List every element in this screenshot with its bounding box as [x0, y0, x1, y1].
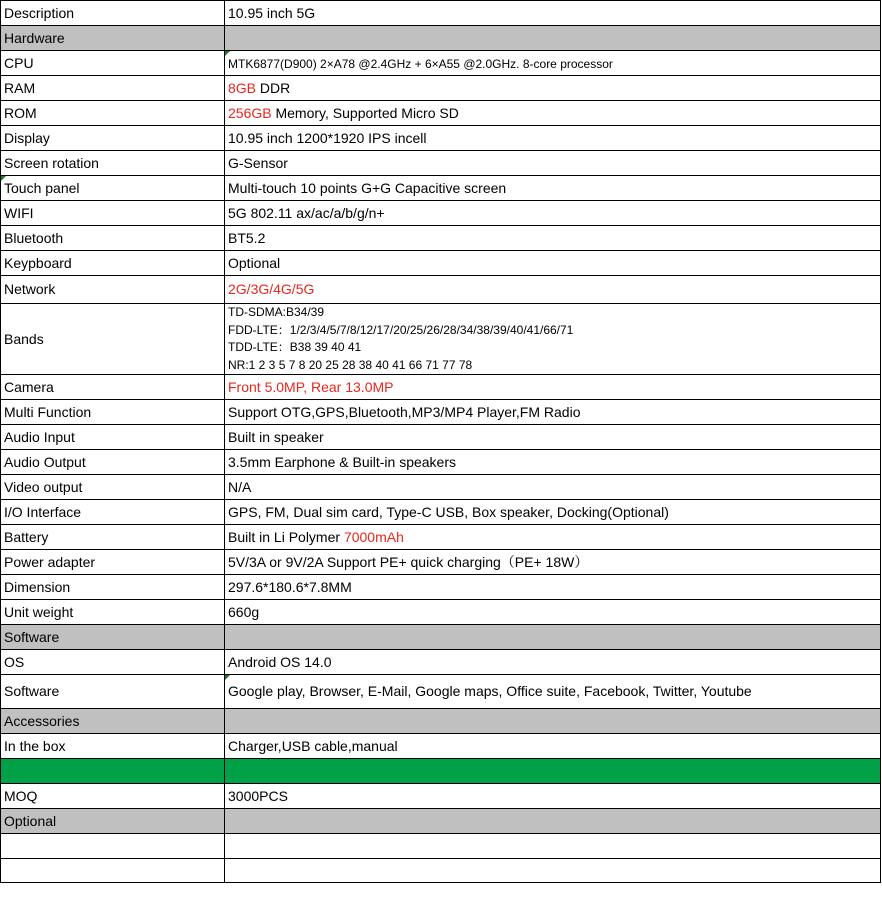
optional-heading-blank: [225, 809, 881, 834]
ram-type: DDR: [256, 79, 291, 96]
bands-value-cell: [225, 304, 881, 375]
row-keyboard: [1, 251, 881, 276]
cpu-value-cell: [225, 51, 881, 76]
green-separator-cell: [1, 759, 225, 784]
ram-label: RAM: [1, 76, 225, 101]
row-software: [1, 675, 881, 709]
hardware-heading: Hardware: [1, 26, 225, 51]
unit-weight-label: Unit weight: [1, 600, 225, 625]
software-heading-blank: [225, 625, 881, 650]
audio-input-label: Audio Input: [1, 425, 225, 450]
section-optional: [1, 809, 881, 834]
screen-rotation-value: G-Sensor: [225, 151, 881, 176]
row-power-adapter: [1, 550, 881, 575]
unit-weight-value: 660g: [225, 600, 881, 625]
comment-marker-icon: [1, 176, 6, 181]
row-audio-input: [1, 425, 881, 450]
software-label: Software: [1, 675, 225, 709]
battery-value-cell: [225, 525, 881, 550]
row-display: [1, 126, 881, 151]
software-value-cell: [225, 675, 881, 709]
bands-line: NR:1 2 3 5 7 8 20 25 28 38 40 41 66 71 77 78: [228, 357, 473, 372]
camera-value: Front 5.0MP, Rear 13.0MP: [225, 375, 881, 400]
audio-output-label: Audio Output: [1, 450, 225, 475]
description-label: Description: [1, 1, 225, 26]
multi-function-label: Multi Function: [1, 400, 225, 425]
cpu-label: CPU: [1, 51, 225, 76]
bluetooth-value: BT5.2: [225, 226, 881, 251]
touch-panel-label-cell: [1, 176, 225, 201]
rom-capacity: 256GB: [228, 104, 272, 121]
optional-heading: Optional: [1, 809, 225, 834]
section-accessories: [1, 709, 881, 734]
power-adapter-value: 5V/3A or 9V/2A Support PE+ quick charging（PE+ 18W）: [225, 550, 881, 575]
battery-label: Battery: [1, 525, 225, 550]
in-the-box-value: Charger,USB cable,manual: [225, 734, 881, 759]
accessories-heading-blank: [225, 709, 881, 734]
os-value: Android OS 14.0: [225, 650, 881, 675]
bands-label: Bands: [1, 304, 225, 375]
keyboard-label: Keypboard: [1, 251, 225, 276]
os-label: OS: [1, 650, 225, 675]
camera-label: Camera: [1, 375, 225, 400]
power-adapter-label: Power adapter: [1, 550, 225, 575]
row-rom: [1, 101, 881, 126]
row-multi-function: [1, 400, 881, 425]
touch-panel-value: Multi-touch 10 points G+G Capacitive screen: [225, 176, 881, 201]
software-heading: Software: [1, 625, 225, 650]
display-value: 10.95 inch 1200*1920 IPS incell: [225, 126, 881, 151]
row-cpu: [1, 51, 881, 76]
row-battery: [1, 525, 881, 550]
moq-value: 3000PCS: [225, 784, 881, 809]
row-unit-weight: [1, 600, 881, 625]
comment-marker-icon: [225, 51, 230, 56]
screen-rotation-label: Screen rotation: [1, 151, 225, 176]
row-audio-output: [1, 450, 881, 475]
empty-cell: [1, 834, 225, 859]
video-output-label: Video output: [1, 475, 225, 500]
row-description: [1, 1, 881, 26]
row-bands: [1, 304, 881, 375]
ram-capacity: 8GB: [228, 79, 257, 96]
description-value: 10.95 inch 5G: [225, 1, 881, 26]
bluetooth-label: Bluetooth: [1, 226, 225, 251]
row-bluetooth: [1, 226, 881, 251]
io-interface-label: I/O Interface: [1, 500, 225, 525]
dimension-label: Dimension: [1, 575, 225, 600]
audio-output-value: 3.5mm Earphone & Built-in speakers: [225, 450, 881, 475]
row-dimension: [1, 575, 881, 600]
keyboard-value: Optional: [225, 251, 881, 276]
row-video-output: [1, 475, 881, 500]
rom-value-cell: [225, 101, 881, 126]
touch-panel-label: Touch panel: [4, 179, 80, 196]
rom-label: ROM: [1, 101, 225, 126]
network-value: 2G/3G/4G/5G: [225, 276, 881, 304]
battery-type: Built in Li Polymer: [228, 528, 344, 545]
row-camera: [1, 375, 881, 400]
empty-cell: [225, 834, 881, 859]
rom-details: Memory, Supported Micro SD: [271, 104, 459, 121]
empty-cell: [1, 859, 225, 883]
comment-marker-icon: [225, 675, 230, 680]
video-output-value: N/A: [225, 475, 881, 500]
row-in-the-box: [1, 734, 881, 759]
ram-value-cell: [225, 76, 881, 101]
row-os: [1, 650, 881, 675]
empty-row: [1, 834, 881, 859]
display-label: Display: [1, 126, 225, 151]
row-wifi: [1, 201, 881, 226]
bands-line: TDD-LTE：B38 39 40 41: [228, 340, 362, 354]
wifi-value: 5G 802.11 ax/ac/a/b/g/n+: [225, 201, 881, 226]
dimension-value: 297.6*180.6*7.8MM: [225, 575, 881, 600]
green-separator-row: [1, 759, 881, 784]
row-ram: [1, 76, 881, 101]
multi-function-value: Support OTG,GPS,Bluetooth,MP3/MP4 Player,FM Radio: [225, 400, 881, 425]
battery-capacity: 7000mAh: [343, 528, 404, 545]
software-value: Google play, Browser, E-Mail, Google maps, Office suite, Facebook, Twitter, Youtube: [228, 683, 752, 699]
empty-cell: [225, 859, 881, 883]
row-network: [1, 276, 881, 304]
green-separator-cell: [225, 759, 881, 784]
section-software: [1, 625, 881, 650]
bands-line: FDD-LTE：1/2/3/4/5/7/8/12/17/20/25/26/28/34/38/39/40/41/66/71: [228, 322, 574, 337]
row-screen-rotation: [1, 151, 881, 176]
row-touch-panel: [1, 176, 881, 201]
row-moq: [1, 784, 881, 809]
network-label: Network: [1, 276, 225, 304]
cpu-value: MTK6877(D900) 2×A78 @2.4GHz + 6×A55 @2.0GHz. 8-core processor: [228, 56, 613, 71]
in-the-box-label: In the box: [1, 734, 225, 759]
audio-input-value: Built in speaker: [225, 425, 881, 450]
section-hardware: [1, 26, 881, 51]
empty-row: [1, 859, 881, 883]
accessories-heading: Accessories: [1, 709, 225, 734]
moq-label: MOQ: [1, 784, 225, 809]
wifi-label: WIFI: [1, 201, 225, 226]
bands-line: TD-SDMA:B34/39: [228, 305, 325, 319]
io-interface-value: GPS, FM, Dual sim card, Type-C USB, Box speaker, Docking(Optional): [225, 500, 881, 525]
hardware-heading-blank: [225, 26, 881, 51]
row-io-interface: [1, 500, 881, 525]
